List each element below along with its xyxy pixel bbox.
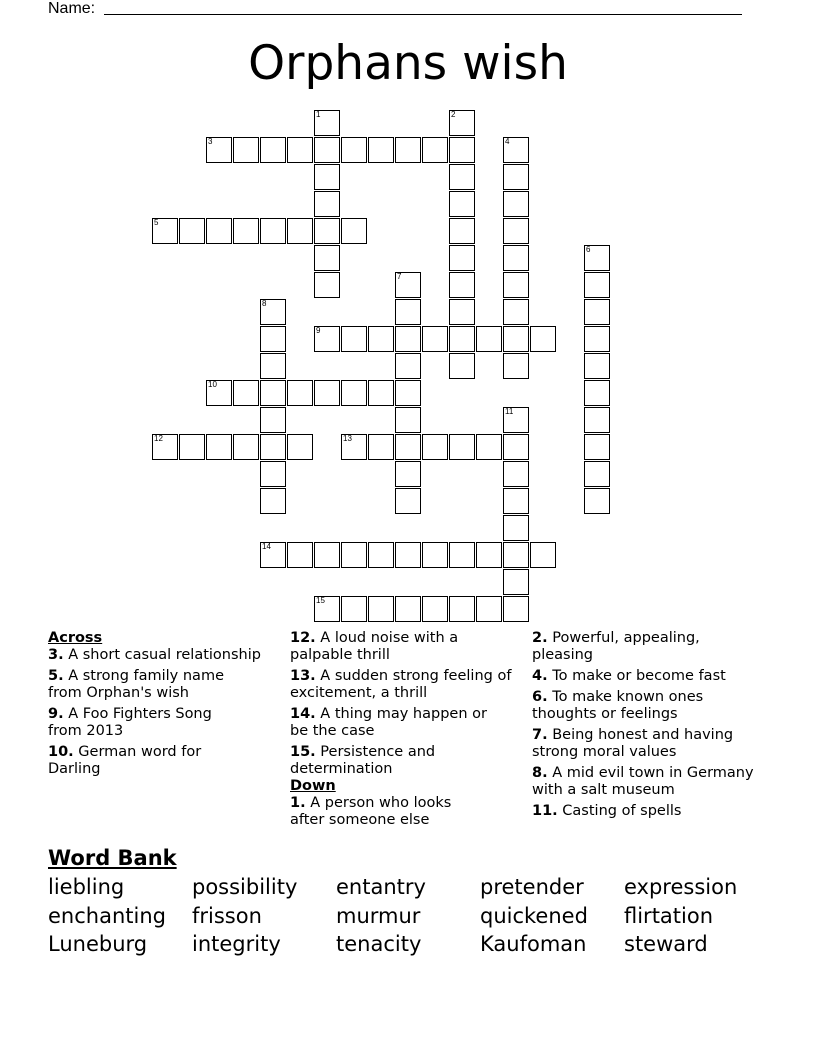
- word-bank-word: murmur: [336, 903, 421, 928]
- grid-cell[interactable]: [287, 542, 313, 568]
- cell-number: 6: [586, 245, 591, 254]
- grid-cell[interactable]: [422, 542, 448, 568]
- clue-down-7: 7. Being honest and having strong moral values: [532, 727, 734, 760]
- grid-cell[interactable]: [449, 245, 475, 271]
- grid-cell[interactable]: [530, 326, 556, 352]
- grid-cell[interactable]: [503, 218, 529, 244]
- grid-cell[interactable]: [314, 380, 340, 406]
- grid-cell[interactable]: [395, 542, 421, 568]
- word-bank-word: expression: [624, 875, 738, 899]
- word-bank-word: entantry: [336, 875, 426, 899]
- grid-cell[interactable]: [179, 434, 205, 460]
- grid-cell[interactable]: [395, 407, 421, 433]
- grid-cell[interactable]: [179, 218, 205, 244]
- grid-cell[interactable]: [503, 191, 529, 217]
- grid-cell[interactable]: [368, 326, 394, 352]
- grid-cell[interactable]: [206, 380, 232, 406]
- clue-across-14: 14. A thing may happen or be the case: [290, 706, 487, 739]
- grid-cell[interactable]: [395, 596, 421, 622]
- grid-cell[interactable]: [449, 218, 475, 244]
- name-label: Name:: [48, 0, 96, 17]
- clues-column-3: [532, 630, 772, 824]
- word-bank-word: frisson: [192, 903, 262, 928]
- grid-cell[interactable]: [287, 218, 313, 244]
- word-bank-title: Word Bank: [48, 846, 177, 870]
- cell-number: 11: [505, 407, 514, 416]
- grid-cell[interactable]: [395, 137, 421, 163]
- grid-cell[interactable]: [395, 299, 421, 325]
- grid-cell[interactable]: [341, 542, 367, 568]
- grid-cell[interactable]: [503, 488, 529, 514]
- grid-cell[interactable]: [233, 137, 259, 163]
- grid-cell[interactable]: [503, 353, 529, 379]
- grid-cell[interactable]: [503, 596, 529, 622]
- grid-cell[interactable]: [503, 137, 529, 163]
- grid-cell[interactable]: [260, 299, 286, 325]
- grid-cell[interactable]: [314, 191, 340, 217]
- grid-cell[interactable]: [260, 353, 286, 379]
- grid-cell[interactable]: [368, 380, 394, 406]
- grid-cell[interactable]: [449, 434, 475, 460]
- grid-cell[interactable]: [476, 326, 502, 352]
- cell-number: 8: [262, 299, 267, 308]
- grid-cell[interactable]: [368, 137, 394, 163]
- word-bank-word: possibility: [192, 875, 298, 899]
- grid-cell[interactable]: [314, 137, 340, 163]
- clue-down-8: 8. A mid evil town in Germany with a salt museum: [532, 765, 754, 798]
- grid-cell[interactable]: [503, 542, 529, 568]
- grid-cell[interactable]: [287, 137, 313, 163]
- grid-cell[interactable]: [233, 380, 259, 406]
- grid-cell[interactable]: [314, 218, 340, 244]
- grid-cell[interactable]: [449, 191, 475, 217]
- clue-across-5: 5. A strong family name from Orphan's wish: [48, 668, 224, 701]
- grid-cell[interactable]: [449, 272, 475, 298]
- grid-cell[interactable]: [449, 110, 475, 136]
- grid-cell[interactable]: [314, 596, 340, 622]
- grid-cell[interactable]: [503, 569, 529, 595]
- clue-across-9: 9. A Foo Fighters Song from 2013: [48, 706, 212, 739]
- grid-cell[interactable]: [449, 326, 475, 352]
- grid-cell[interactable]: [449, 542, 475, 568]
- cell-number: 7: [397, 272, 402, 281]
- grid-cell[interactable]: [449, 164, 475, 190]
- clues-column-2: [290, 630, 515, 833]
- cell-number: 1: [316, 110, 321, 119]
- cell-number: 5: [154, 218, 159, 227]
- grid-cell[interactable]: [233, 218, 259, 244]
- clue-down-2: 2. Powerful, appealing, pleasing: [532, 630, 700, 663]
- grid-cell[interactable]: [476, 596, 502, 622]
- cell-number: 12: [154, 434, 163, 443]
- clue-across-13: 13. A sudden strong feeling of excitement, a thrill: [290, 668, 512, 701]
- grid-cell[interactable]: [260, 407, 286, 433]
- grid-cell[interactable]: [341, 434, 367, 460]
- clue-across-3: 3. A short casual relationship: [48, 647, 261, 663]
- grid-cell[interactable]: [314, 272, 340, 298]
- grid-cell[interactable]: [260, 137, 286, 163]
- grid-cell[interactable]: [314, 245, 340, 271]
- word-bank-word: liebling: [48, 875, 125, 899]
- grid-cell[interactable]: [584, 299, 610, 325]
- grid-cell[interactable]: [584, 434, 610, 460]
- grid-cell[interactable]: [503, 515, 529, 541]
- clue-down-1: 1. A person who looks after someone else: [290, 795, 452, 828]
- word-bank-word: quickened: [480, 903, 588, 928]
- grid-cell[interactable]: [422, 137, 448, 163]
- grid-cell[interactable]: [530, 542, 556, 568]
- grid-cell[interactable]: [395, 353, 421, 379]
- word-bank-word: flirtation: [624, 903, 714, 928]
- grid-cell[interactable]: [341, 596, 367, 622]
- grid-cell[interactable]: [476, 542, 502, 568]
- grid-cell[interactable]: [233, 434, 259, 460]
- grid-cell[interactable]: [584, 245, 610, 271]
- cell-number: 13: [343, 434, 352, 443]
- grid-cell[interactable]: [395, 434, 421, 460]
- grid-cell[interactable]: [584, 407, 610, 433]
- grid-cell[interactable]: [449, 353, 475, 379]
- grid-cell[interactable]: [314, 542, 340, 568]
- grid-cell[interactable]: [584, 326, 610, 352]
- down-heading: Down: [290, 778, 336, 794]
- grid-cell[interactable]: [314, 164, 340, 190]
- clue-across-10: 10. German word for Darling: [48, 744, 202, 777]
- grid-cell[interactable]: [449, 299, 475, 325]
- across-heading: Across: [48, 630, 103, 646]
- word-bank-row: [48, 902, 788, 931]
- grid-cell[interactable]: [206, 434, 232, 460]
- grid-cell[interactable]: [260, 380, 286, 406]
- grid-cell[interactable]: [503, 299, 529, 325]
- cell-number: 14: [262, 542, 271, 551]
- grid-cell[interactable]: [341, 137, 367, 163]
- grid-cell[interactable]: [503, 164, 529, 190]
- grid-cell[interactable]: [368, 434, 394, 460]
- grid-cell[interactable]: [260, 542, 286, 568]
- grid-cell[interactable]: [476, 434, 502, 460]
- grid-cell[interactable]: [449, 137, 475, 163]
- cell-number: 4: [505, 137, 510, 146]
- grid-cell[interactable]: [449, 596, 475, 622]
- grid-cell[interactable]: [503, 434, 529, 460]
- grid-cell[interactable]: [341, 380, 367, 406]
- word-bank-word: steward: [624, 932, 708, 956]
- grid-cell[interactable]: [314, 326, 340, 352]
- cell-number: 10: [208, 380, 217, 389]
- grid-cell[interactable]: [395, 326, 421, 352]
- grid-cell[interactable]: [395, 380, 421, 406]
- puzzle-title: Orphans wish: [248, 36, 568, 91]
- grid-cell[interactable]: [287, 434, 313, 460]
- grid-cell[interactable]: [584, 353, 610, 379]
- clue-down-4: 4. To make or become fast: [532, 668, 726, 684]
- grid-cell[interactable]: [341, 326, 367, 352]
- grid-cell[interactable]: [368, 542, 394, 568]
- grid-cell[interactable]: [341, 218, 367, 244]
- grid-cell[interactable]: [503, 245, 529, 271]
- grid-cell[interactable]: [503, 407, 529, 433]
- cell-number: 9: [316, 326, 321, 335]
- cell-number: 15: [316, 596, 325, 605]
- grid-cell[interactable]: [368, 596, 394, 622]
- word-bank-word: Luneburg: [48, 932, 148, 956]
- grid-cell[interactable]: [584, 461, 610, 487]
- grid-cell[interactable]: [314, 110, 340, 136]
- grid-cell[interactable]: [260, 461, 286, 487]
- grid-cell[interactable]: [395, 272, 421, 298]
- grid-cell[interactable]: [503, 272, 529, 298]
- word-bank-row: [48, 930, 788, 959]
- cell-number: 2: [451, 110, 456, 119]
- grid-cell[interactable]: [422, 434, 448, 460]
- clues-column-1: [48, 630, 268, 782]
- grid-cell[interactable]: [395, 488, 421, 514]
- word-bank: [48, 873, 788, 959]
- grid-cell[interactable]: [287, 380, 313, 406]
- grid-cell[interactable]: [260, 326, 286, 352]
- grid-cell[interactable]: [584, 488, 610, 514]
- clue-down-11: 11. Casting of spells: [532, 803, 682, 819]
- grid-cell[interactable]: [503, 461, 529, 487]
- grid-cell[interactable]: [152, 218, 178, 244]
- grid-cell[interactable]: [584, 380, 610, 406]
- grid-cell[interactable]: [395, 461, 421, 487]
- grid-cell[interactable]: [422, 596, 448, 622]
- grid-cell[interactable]: [206, 218, 232, 244]
- grid-cell[interactable]: [503, 326, 529, 352]
- clue-across-15: 15. Persistence and determination: [290, 744, 436, 777]
- word-bank-word: integrity: [192, 932, 281, 956]
- grid-cell[interactable]: [260, 434, 286, 460]
- grid-cell[interactable]: [584, 272, 610, 298]
- word-bank-word: Kaufoman: [480, 932, 587, 956]
- clue-across-12: 12. A loud noise with a palpable thrill: [290, 630, 459, 663]
- word-bank-row: [48, 873, 788, 902]
- grid-cell[interactable]: [422, 326, 448, 352]
- clue-down-6: 6. To make known ones thoughts or feelings: [532, 689, 704, 722]
- word-bank-word: tenacity: [336, 932, 422, 956]
- grid-cell[interactable]: [260, 218, 286, 244]
- word-bank-word: enchanting: [48, 903, 166, 928]
- word-bank-word: pretender: [480, 875, 584, 899]
- grid-cell[interactable]: [206, 137, 232, 163]
- cell-number: 3: [208, 137, 213, 146]
- grid-cell[interactable]: [260, 488, 286, 514]
- grid-cell[interactable]: [152, 434, 178, 460]
